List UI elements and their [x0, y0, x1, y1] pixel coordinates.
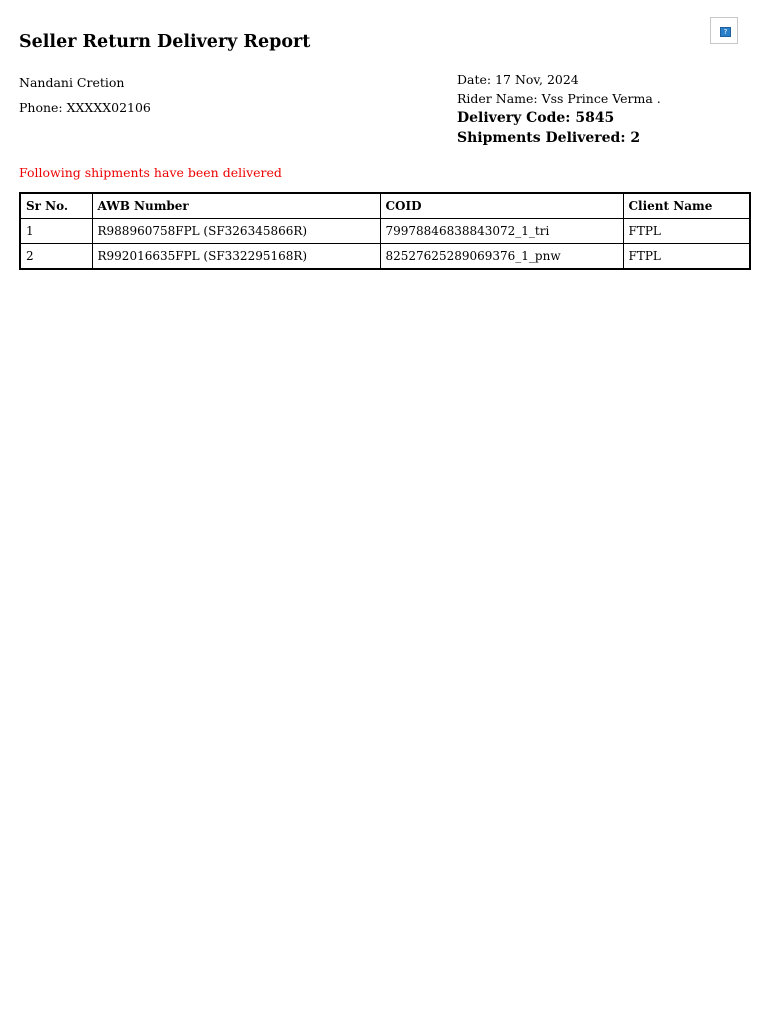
shipments-delivered-count: Shipments Delivered: 2	[457, 130, 641, 146]
cell-client-name: FTPL	[623, 244, 750, 270]
report-date: Date: 17 Nov, 2024	[457, 72, 579, 87]
column-header-coid: COID	[380, 193, 623, 219]
cell-client-name: FTPL	[623, 219, 750, 244]
page-title: Seller Return Delivery Report	[19, 32, 311, 52]
logo-image	[710, 17, 738, 44]
delivered-notice: Following shipments have been delivered	[19, 165, 282, 180]
table-header-row	[20, 193, 750, 219]
cell-awb-number: R992016635FPL (SF332295168R)	[92, 244, 380, 270]
seller-phone: Phone: XXXXX02106	[19, 100, 151, 115]
table-row	[20, 219, 750, 244]
table-row	[20, 244, 750, 270]
column-header-client-name: Client Name	[623, 193, 750, 219]
delivery-code: Delivery Code: 5845	[457, 110, 615, 126]
column-header-sr-no: Sr No.	[20, 193, 92, 219]
cell-sr-no: 2	[20, 244, 92, 270]
seller-name: Nandani Cretion	[19, 75, 125, 90]
column-header-awb-number: AWB Number	[92, 193, 380, 219]
cell-coid: 79978846838843072_1_tri	[380, 219, 623, 244]
broken-image-icon: ?	[720, 27, 731, 37]
cell-sr-no: 1	[20, 219, 92, 244]
rider-name: Rider Name: Vss Prince Verma .	[457, 91, 661, 106]
shipments-table	[19, 192, 751, 270]
cell-awb-number: R988960758FPL (SF326345866R)	[92, 219, 380, 244]
cell-coid: 82527625289069376_1_pnw	[380, 244, 623, 270]
